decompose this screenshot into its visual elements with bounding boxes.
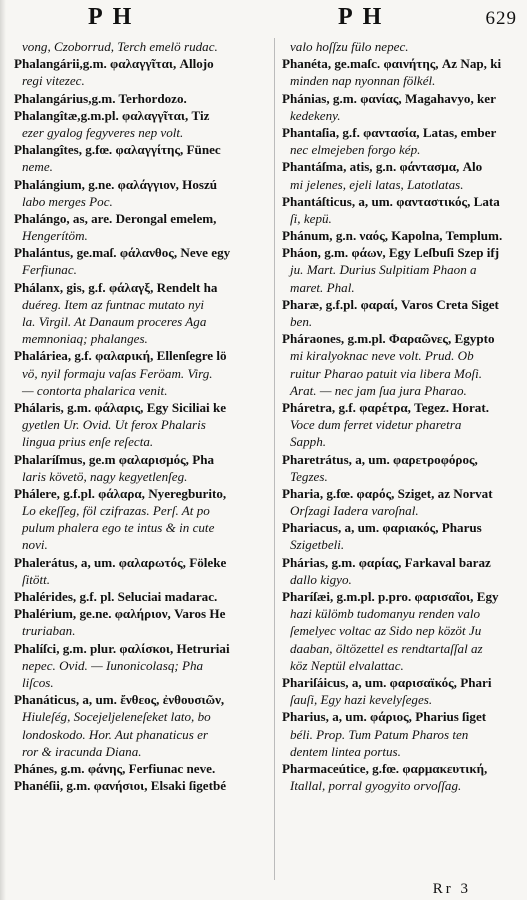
dictionary-line: Phalangárius,g.m. Terhordozo. xyxy=(14,90,187,106)
dictionary-line: Phanéta, ge.maſc. φαινήτης, Az Nap, ki xyxy=(282,56,502,72)
dictionary-line: Arat. — nec jam ſua jura Pharao. xyxy=(290,382,467,398)
dictionary-line: pulum phalera ego te intus & in cute xyxy=(22,520,215,536)
dictionary-line: dentem lintea portus. xyxy=(290,743,401,759)
dictionary-line: regi vitezec. xyxy=(22,73,85,89)
right-column xyxy=(282,38,527,794)
page-gutter-shadow xyxy=(0,0,6,900)
dictionary-line: valo hoſſzu fülo nepec. xyxy=(290,39,409,54)
dictionary-line: laris követö, nagy kegyetlenſeg. xyxy=(22,468,188,484)
dictionary-line: nepec. Ovid. — Iunonicolasq; Pha xyxy=(22,657,204,673)
dictionary-line: Pháretra, g.f. φαρέτρα, Tegez. Horat. xyxy=(282,399,489,415)
dictionary-line: Phanéſii, g.m. φανήσιοι, Elsaki ſigetbé xyxy=(14,778,227,794)
dictionary-line: Phalíſci, g.m. plur. φαλίσκοι, Hetruriai xyxy=(14,640,230,656)
dictionary-line: ſi, kepü. xyxy=(290,210,332,226)
dictionary-line: Sapph. xyxy=(290,434,327,450)
dictionary-line: Voce dum ferret videtur pharetra xyxy=(290,417,462,433)
dictionary-line: Phánias, g.m. φανίας, Magahavyo, ker xyxy=(282,90,496,106)
dictionary-line: maret. Phal. xyxy=(290,279,355,295)
dictionary-line: Phalangîtes, g.fœ. φαλαγγίτης, Fünec xyxy=(14,142,221,158)
dictionary-line: truriaban. xyxy=(22,623,76,639)
dictionary-line: vö, nyil formaju vaſas Feröam. Virg. xyxy=(22,365,213,381)
dictionary-line: Pharia, g.fœ. φαρός, Sziget, az Norvat xyxy=(282,485,493,501)
dictionary-line: novi. xyxy=(22,537,48,553)
dictionary-line: Szigetbeli. xyxy=(290,537,345,553)
signature-mark: Rr 3 xyxy=(432,881,471,897)
dictionary-line: Phánes, g.m. φάνης, Ferfiunac neve. xyxy=(14,760,216,776)
dictionary-line: — contorta phalarica venit. xyxy=(22,382,168,398)
dictionary-line: Pháon, g.m. φάων, Egy Leſbuſi Szep ifj xyxy=(282,245,500,261)
dictionary-line: Hiuleſég, Socejeljeleneſeket lato, bo xyxy=(22,709,211,725)
dictionary-line: Pharetrátus, a, um. φαρετροφόρος, xyxy=(282,451,478,467)
dictionary-line: Phalérium, ge.ne. φαλήριον, Varos He xyxy=(14,606,226,622)
dictionary-line: Phalangîtæ,g.m.pl. φαλαγγῖται, Tiz xyxy=(14,107,210,123)
dictionary-line: gyetlen Ur. Ovid. Ut ferox Phalaris xyxy=(22,417,206,433)
dictionary-line: Phalaríſmus, ge.m φαλαρισμός, Pha xyxy=(14,451,215,467)
dictionary-line: Phalángo, as, are. Derongal emelem, xyxy=(14,210,217,226)
dictionary-line: ror & iracunda Diana. xyxy=(22,743,142,759)
dictionary-line: Pharíſæi, g.m.pl. p.pro. φαρισαῖοι, Egy xyxy=(282,589,499,604)
dictionary-line: Lo ekeſſeg, föl czifrazas. Perſ. At po xyxy=(22,503,210,519)
dictionary-line: Phalerátus, a, um. φαλαρωτός, Föleke xyxy=(14,554,227,570)
dictionary-line: Phalérides, g.f. pl. Seluciai madarac. xyxy=(14,589,218,604)
dictionary-line: Phariſáicus, a, um. φαρισαϊκός, Phari xyxy=(282,674,492,690)
dictionary-line: la. Virgil. At Danaum proceres Aga xyxy=(22,314,207,329)
dictionary-line: Phárias, g.m. φαρίας, Farkaval baraz xyxy=(282,554,491,570)
dictionary-line: ju. Mart. Durius Sulpitiam Phaon a xyxy=(290,262,477,278)
running-head-left: PH xyxy=(88,4,142,30)
dictionary-line: Phánum, g.n. ναός, Kapolna, Templum. xyxy=(282,228,503,244)
dictionary-line: Phalángium, g.ne. φαλάγγιον, Hoszú xyxy=(14,176,218,192)
dictionary-line: ben. xyxy=(290,314,313,329)
dictionary-line: Ferfiunac. xyxy=(22,262,77,278)
dictionary-line: köz Neptül elvalattac. xyxy=(290,657,404,673)
dictionary-line: neme. xyxy=(22,159,53,175)
dictionary-line: labo merges Poc. xyxy=(22,193,113,209)
dictionary-line: Orſzagi Iadera varoſnal. xyxy=(290,503,419,519)
dictionary-line: Pharmaceútice, g.fœ. φαρμακευτική, xyxy=(282,760,488,776)
dictionary-line: lingua prius enſe reſecta. xyxy=(22,434,154,450)
dictionary-line: memnoniaq; phalanges. xyxy=(22,331,148,347)
dictionary-line: duéreg. Item az funtnac mutato nyi xyxy=(22,296,205,312)
dictionary-line: mi jelenes, ejeli latas, Latotlatas. xyxy=(290,176,464,192)
dictionary-line: dallo kigyo. xyxy=(290,571,352,587)
dictionary-line: londoskodo. Hor. Aut phanaticus er xyxy=(22,726,208,742)
dictionary-line: Pharius, a, um. φάριος, Pharius ſiget xyxy=(282,709,487,725)
dictionary-line: Tegzes. xyxy=(290,468,328,484)
dictionary-line: Hengerítöm. xyxy=(22,228,88,244)
dictionary-line: Pharæ, g.f.pl. φαραί, Varos Creta Siget xyxy=(282,296,499,312)
dictionary-line: Phariacus, a, um. φαριακός, Pharus xyxy=(282,520,482,536)
dictionary-line: vong, Czoborrud, Terch emelö rudac. xyxy=(22,39,218,54)
dictionary-line: ezer gyalog fegyveres nep volt. xyxy=(22,124,184,140)
dictionary-line: Pháraones, g.m.pl. Φαραῶνες, Egypto xyxy=(282,331,495,347)
dictionary-line: Phantáſticus, a, um. φανταστικός, Lata xyxy=(282,193,500,209)
dictionary-line: Phantaſia, g.f. φαντασία, Latas, ember xyxy=(282,124,497,140)
dictionary-line: Phalántus, ge.maſ. φάλανθος, Neve egy xyxy=(14,245,231,261)
dictionary-line: mi kiralyoknac neve volt. Prud. Ob xyxy=(290,348,474,364)
dictionary-line: nec elmejeben forgo kép. xyxy=(290,142,421,158)
dictionary-line: liſcos. xyxy=(22,674,54,690)
running-head-right: PH xyxy=(338,4,392,30)
dictionary-line: Phaláriea, g.f. φαλαρική, Ellenſegre lö xyxy=(14,348,227,364)
dictionary-line: Phalangárii,g.m. φαλαγγῖται, Allojo xyxy=(14,56,214,72)
dictionary-line: Phanáticus, a, um. ἔνθεος, ἐνθουσιῶν, xyxy=(14,692,225,708)
dictionary-line: daaban, öltözettel es rendtartaſſal az xyxy=(290,640,483,656)
dictionary-line: béli. Prop. Tum Patum Pharos ten xyxy=(290,726,469,742)
dictionary-line: ſitött. xyxy=(22,571,51,587)
dictionary-line: Phálere, g.f.pl. φάλαρα, Nyeregburito, xyxy=(14,485,227,501)
dictionary-line: minden nap nyonnan fölkél. xyxy=(290,73,436,89)
column-divider xyxy=(274,38,275,880)
dictionary-line: Phálanx, gis, g.f. φάλαγξ, Rendelt ha xyxy=(14,279,218,295)
dictionary-line: ruitur Pharao patuit via libera Moſi. xyxy=(290,365,483,381)
dictionary-line: Itallal, porral gyogyito orvoſſag. xyxy=(290,778,462,794)
left-column xyxy=(14,38,260,794)
dictionary-line: ſauſi, Egy hazi kevelyſeges. xyxy=(290,692,433,708)
dictionary-line: kedekeny. xyxy=(290,107,341,123)
dictionary-line: hazi külömb tudomanyu renden valo xyxy=(290,606,481,622)
dictionary-line: ſemelyec voltac az Sido nep közöt Ju xyxy=(290,623,482,639)
dictionary-line: Phantáſma, atis, g.n. φάντασμα, Alo xyxy=(282,159,483,175)
dictionary-line: Phálaris, g.m. φάλαρις, Egy Siciliai ke xyxy=(14,399,227,415)
page-number: 629 xyxy=(485,8,517,29)
